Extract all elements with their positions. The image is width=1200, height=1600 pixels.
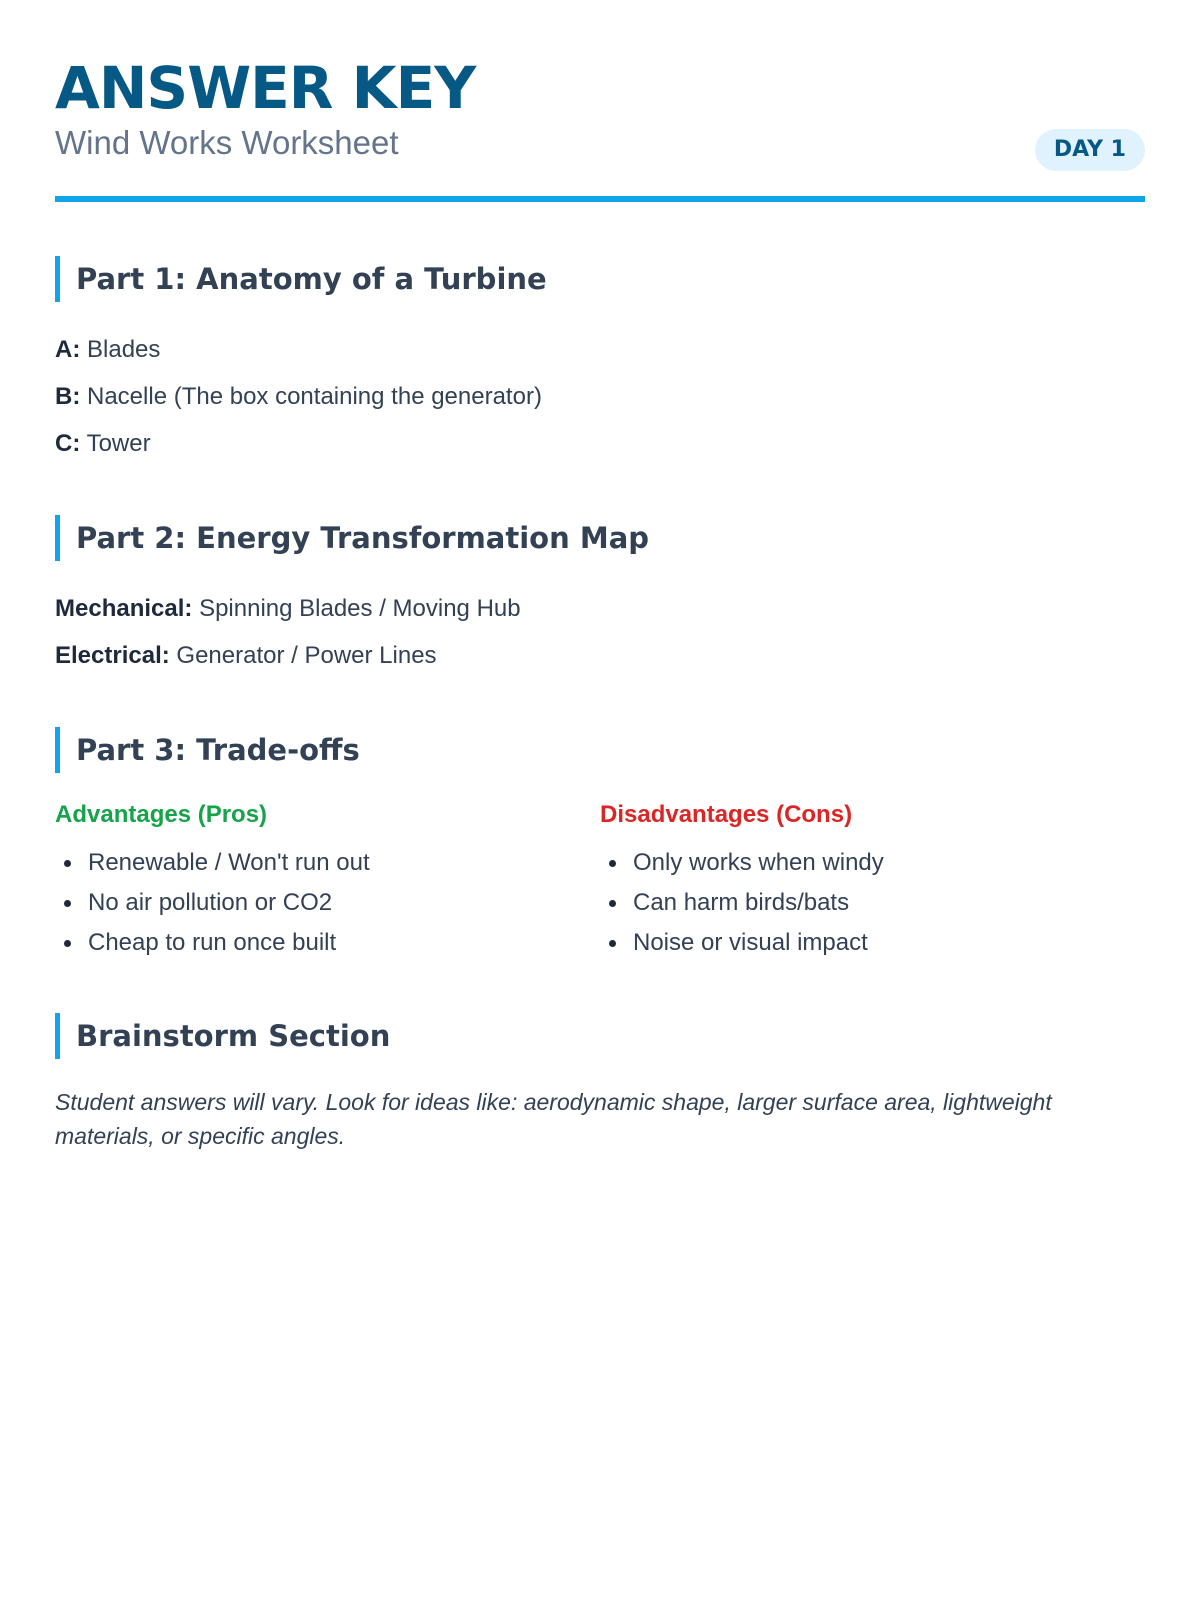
answer-value: Spinning Blades / Moving Hub (199, 595, 521, 622)
brainstorm-text: Student answers will vary. Look for ideas like: aerodynamic shape, larger surface area, lightweight materials, or specific angles. (55, 1089, 1052, 1149)
answer-value: Blades (87, 336, 161, 363)
pros-list-item: Cheap to run once built (55, 923, 600, 963)
cons-column (600, 799, 1145, 963)
brainstorm-title: Brainstorm Section (55, 1013, 1145, 1059)
pros-list-item: No air pollution or CO2 (55, 883, 600, 923)
answer-row-mechanical (55, 585, 1145, 632)
part1-section (55, 256, 1145, 467)
cons-list-item: Only works when windy (600, 843, 1145, 883)
page-header (55, 0, 1145, 202)
answer-key-label: C: (55, 430, 81, 457)
answer-key-label: B: (55, 383, 81, 410)
cons-list (600, 843, 1145, 963)
page-title: ANSWER KEY (55, 54, 476, 122)
cons-heading: Disadvantages (Cons) (600, 801, 853, 828)
answer-row-a (55, 326, 1145, 373)
cons-list-item: Can harm birds/bats (600, 883, 1145, 923)
answer-key-label: Electrical: (55, 642, 170, 669)
answer-key-label: Mechanical: (55, 595, 193, 622)
pros-list (55, 843, 600, 963)
part2-title: Part 2: Energy Transformation Map (55, 515, 1145, 561)
pros-list-item: Renewable / Won't run out (55, 843, 600, 883)
answer-key-label: A: (55, 336, 81, 363)
answer-value: Generator / Power Lines (176, 642, 437, 669)
brainstorm-section (55, 1013, 1145, 1153)
tradeoffs-columns (55, 799, 1145, 963)
part3-section (55, 727, 1145, 963)
answer-value: Nacelle (The box containing the generator) (87, 383, 542, 410)
part2-section (55, 515, 1145, 679)
answer-value: Tower (86, 430, 151, 457)
page-subtitle: Wind Works Worksheet (55, 124, 399, 161)
part1-answers (55, 326, 1145, 467)
cons-list-item: Noise or visual impact (600, 923, 1145, 963)
answer-row-b (55, 373, 1145, 420)
pros-column (55, 799, 600, 963)
part2-answers (55, 585, 1145, 679)
pros-heading: Advantages (Pros) (55, 801, 268, 828)
part1-title: Part 1: Anatomy of a Turbine (55, 256, 1145, 302)
answer-row-c (55, 420, 1145, 467)
answer-row-electrical (55, 632, 1145, 679)
part3-title: Part 3: Trade-offs (55, 727, 1145, 773)
day-badge: DAY 1 (1035, 129, 1145, 171)
